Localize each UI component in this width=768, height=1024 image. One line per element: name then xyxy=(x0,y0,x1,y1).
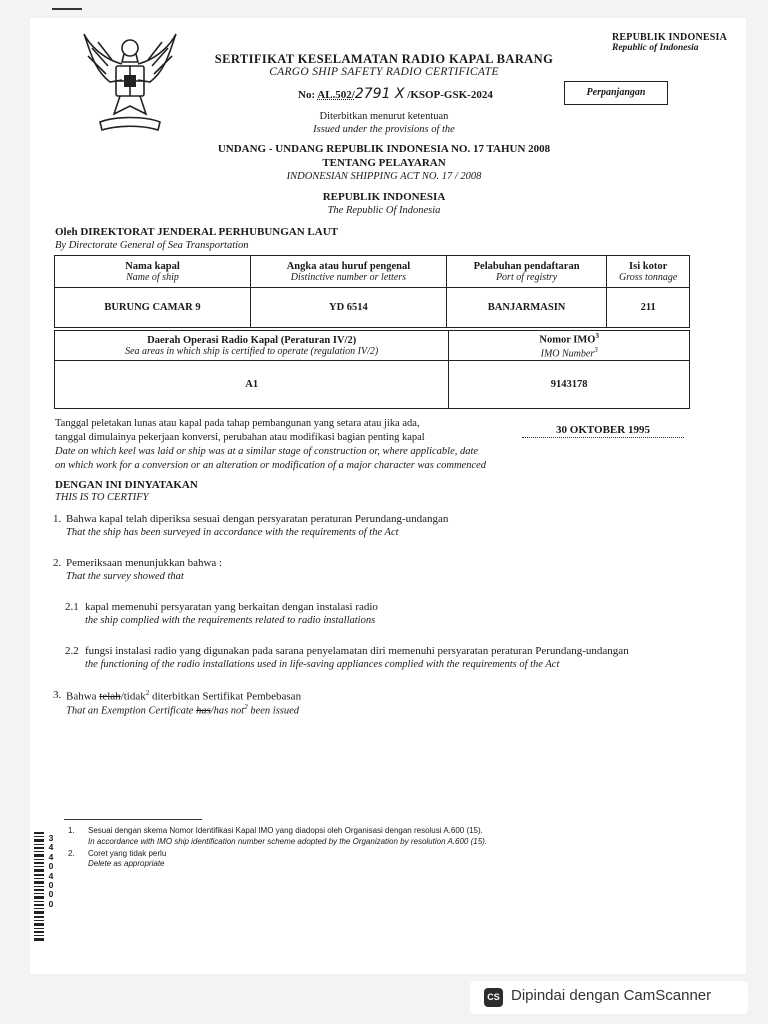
item-2-number: 2. xyxy=(53,557,62,569)
imo-value: 9143178 xyxy=(449,361,690,409)
header-imo: Nomor IMO$^3$ IMO Number$^3$ xyxy=(449,331,690,361)
item-2-text-en: That the survey showed that xyxy=(66,571,184,582)
item-2-1-text-en: the ship complied with the requirements related to radio installations xyxy=(85,615,376,626)
item-3-number: 3. xyxy=(53,689,62,701)
item-2-1-text: kapal memenuhi persyaratan yang berkaitan dengan instalasi radio xyxy=(85,601,378,613)
number-code: AL.502/ xyxy=(317,89,355,101)
number-prefix: No: xyxy=(298,89,318,101)
serial-barcode-icon xyxy=(34,832,44,942)
item-2-2-text-en: the functioning of the radio installations used in life-saving appliances complied with the requirements of the Act xyxy=(85,659,560,670)
certificate-title-en: CARGO SHIP SAFETY RADIO CERTIFICATE xyxy=(269,66,499,78)
footnote-1-text-en: In accordance with IMO ship identification number scheme adopted by the Organization by resolution A.600 (15). xyxy=(88,837,488,846)
keel-text-1: Tanggal peletakan lunas atau kapal pada tahap pembangunan yang setara atau jika ada, xyxy=(55,418,420,429)
header-distinctive: Angka atau huruf pengenal Distinctive number or letters xyxy=(250,256,446,288)
keel-text-2: tanggal dimulainya pekerjaan konversi, perubahan atau modifikasi bagian penting kapal xyxy=(55,432,425,443)
header-sea-area: Daerah Operasi Radio Kapal (Peraturan IV/2) Sea areas in which ship is certified to operate (regulation IV/2) xyxy=(55,331,449,361)
certificate-number xyxy=(298,86,493,102)
keel-text-en-1: Date on which keel was laid or ship was at a similar stage of construction or, where applicable, date xyxy=(55,446,479,457)
authority-label-en: By Directorate General of Sea Transportation xyxy=(55,240,249,251)
footnote-2-text: Coret yang tidak perlu xyxy=(88,849,167,858)
item-3-text-en: That an Exemption Certificate has/has not$^2$ been issued xyxy=(66,703,300,717)
number-suffix: /KSOP-GSK-2024 xyxy=(404,89,493,101)
footnote-1-number: 1. xyxy=(68,826,75,835)
item-2-2-text: fungsi instalasi radio yang digunakan pada sarana penyelamatan diri memenuhi persyaratan peraturan Perundang-undangan xyxy=(85,645,629,657)
header-tonnage: Isi kotor Gross tonnage xyxy=(607,256,690,288)
header-ship-name: Nama kapal Name of ship xyxy=(55,256,251,288)
republic-label-en: Republic of Indonesia xyxy=(612,43,699,53)
item-1-text: Bahwa kapal telah diperiksa sesuai dengan persyaratan peraturan Perundang-undangan xyxy=(66,513,449,525)
footnote-divider xyxy=(64,819,202,820)
number-handwritten: 2791 X xyxy=(354,86,405,102)
item-3-text: Bahwa telah/tidak$^2$ diterbitkan Sertifikat Pembebasan xyxy=(66,689,302,703)
serial-number-vertical: 3 4 4 0 4 0 0 0 xyxy=(48,833,54,909)
item-1-number: 1. xyxy=(53,513,62,525)
port-value: BANJARMASIN xyxy=(446,288,606,328)
status-box: Perpanjangan xyxy=(564,81,668,105)
camscanner-text: Dipindai dengan CamScanner xyxy=(511,987,712,1004)
item-2-2-number: 2.2 xyxy=(65,645,79,657)
tonnage-value: 211 xyxy=(607,288,690,328)
republic-heading-en: The Republic Of Indonesia xyxy=(327,205,441,216)
republic-heading: REPUBLIK INDONESIA xyxy=(322,191,446,203)
footnote-2-text-en: Delete as appropriate xyxy=(88,859,165,868)
header-port: Pelabuhan pendaftaran Port of registry xyxy=(446,256,606,288)
top-mark xyxy=(52,8,82,10)
footnote-1-text: Sesuai dengan skema Nomor Identifikasi Kapal IMO yang diadopsi oleh Organisasi dengan resolusi A.600 (15). xyxy=(88,826,483,835)
issued-label-en: Issued under the provisions of the xyxy=(313,124,455,135)
area-table xyxy=(54,330,690,409)
item-2-text: Pemeriksaan menunjukkan bahwa : xyxy=(66,557,223,569)
keel-date: 30 OKTOBER 1995 xyxy=(522,424,684,438)
certificate-title: SERTIFIKAT KESELAMATAN RADIO KAPAL BARANG xyxy=(214,52,554,66)
item-2-1-number: 2.1 xyxy=(65,601,79,613)
issued-label: Diterbitkan menurut ketentuan xyxy=(319,111,449,122)
authority-label: Oleh DIREKTORAT JENDERAL PERHUBUNGAN LAUT xyxy=(55,226,338,238)
keel-text-en-2: on which work for a conversion or an alteration or modification of a major character was commenced xyxy=(55,460,487,471)
distinctive-value: YD 6514 xyxy=(250,288,446,328)
certify-heading-en: THIS IS TO CERTIFY xyxy=(55,492,149,503)
item-1-text-en: That the ship has been surveyed in accordance with the requirements of the Act xyxy=(66,527,399,538)
certify-heading: DENGAN INI DINYATAKAN xyxy=(55,479,198,491)
ship-table xyxy=(54,255,690,328)
ship-name-value: BURUNG CAMAR 9 xyxy=(55,288,251,328)
act-subtitle: TENTANG PELAYARAN xyxy=(322,157,446,169)
act-title-en: INDONESIAN SHIPPING ACT NO. 17 / 2008 xyxy=(286,171,482,182)
act-title: UNDANG - UNDANG REPUBLIK INDONESIA NO. 17 TAHUN 2008 xyxy=(217,143,551,155)
camscanner-logo-icon: CS xyxy=(484,988,503,1007)
footnote-2-number: 2. xyxy=(68,849,75,858)
sea-area-value: A1 xyxy=(55,361,449,409)
republic-label: REPUBLIK INDONESIA xyxy=(612,32,728,43)
